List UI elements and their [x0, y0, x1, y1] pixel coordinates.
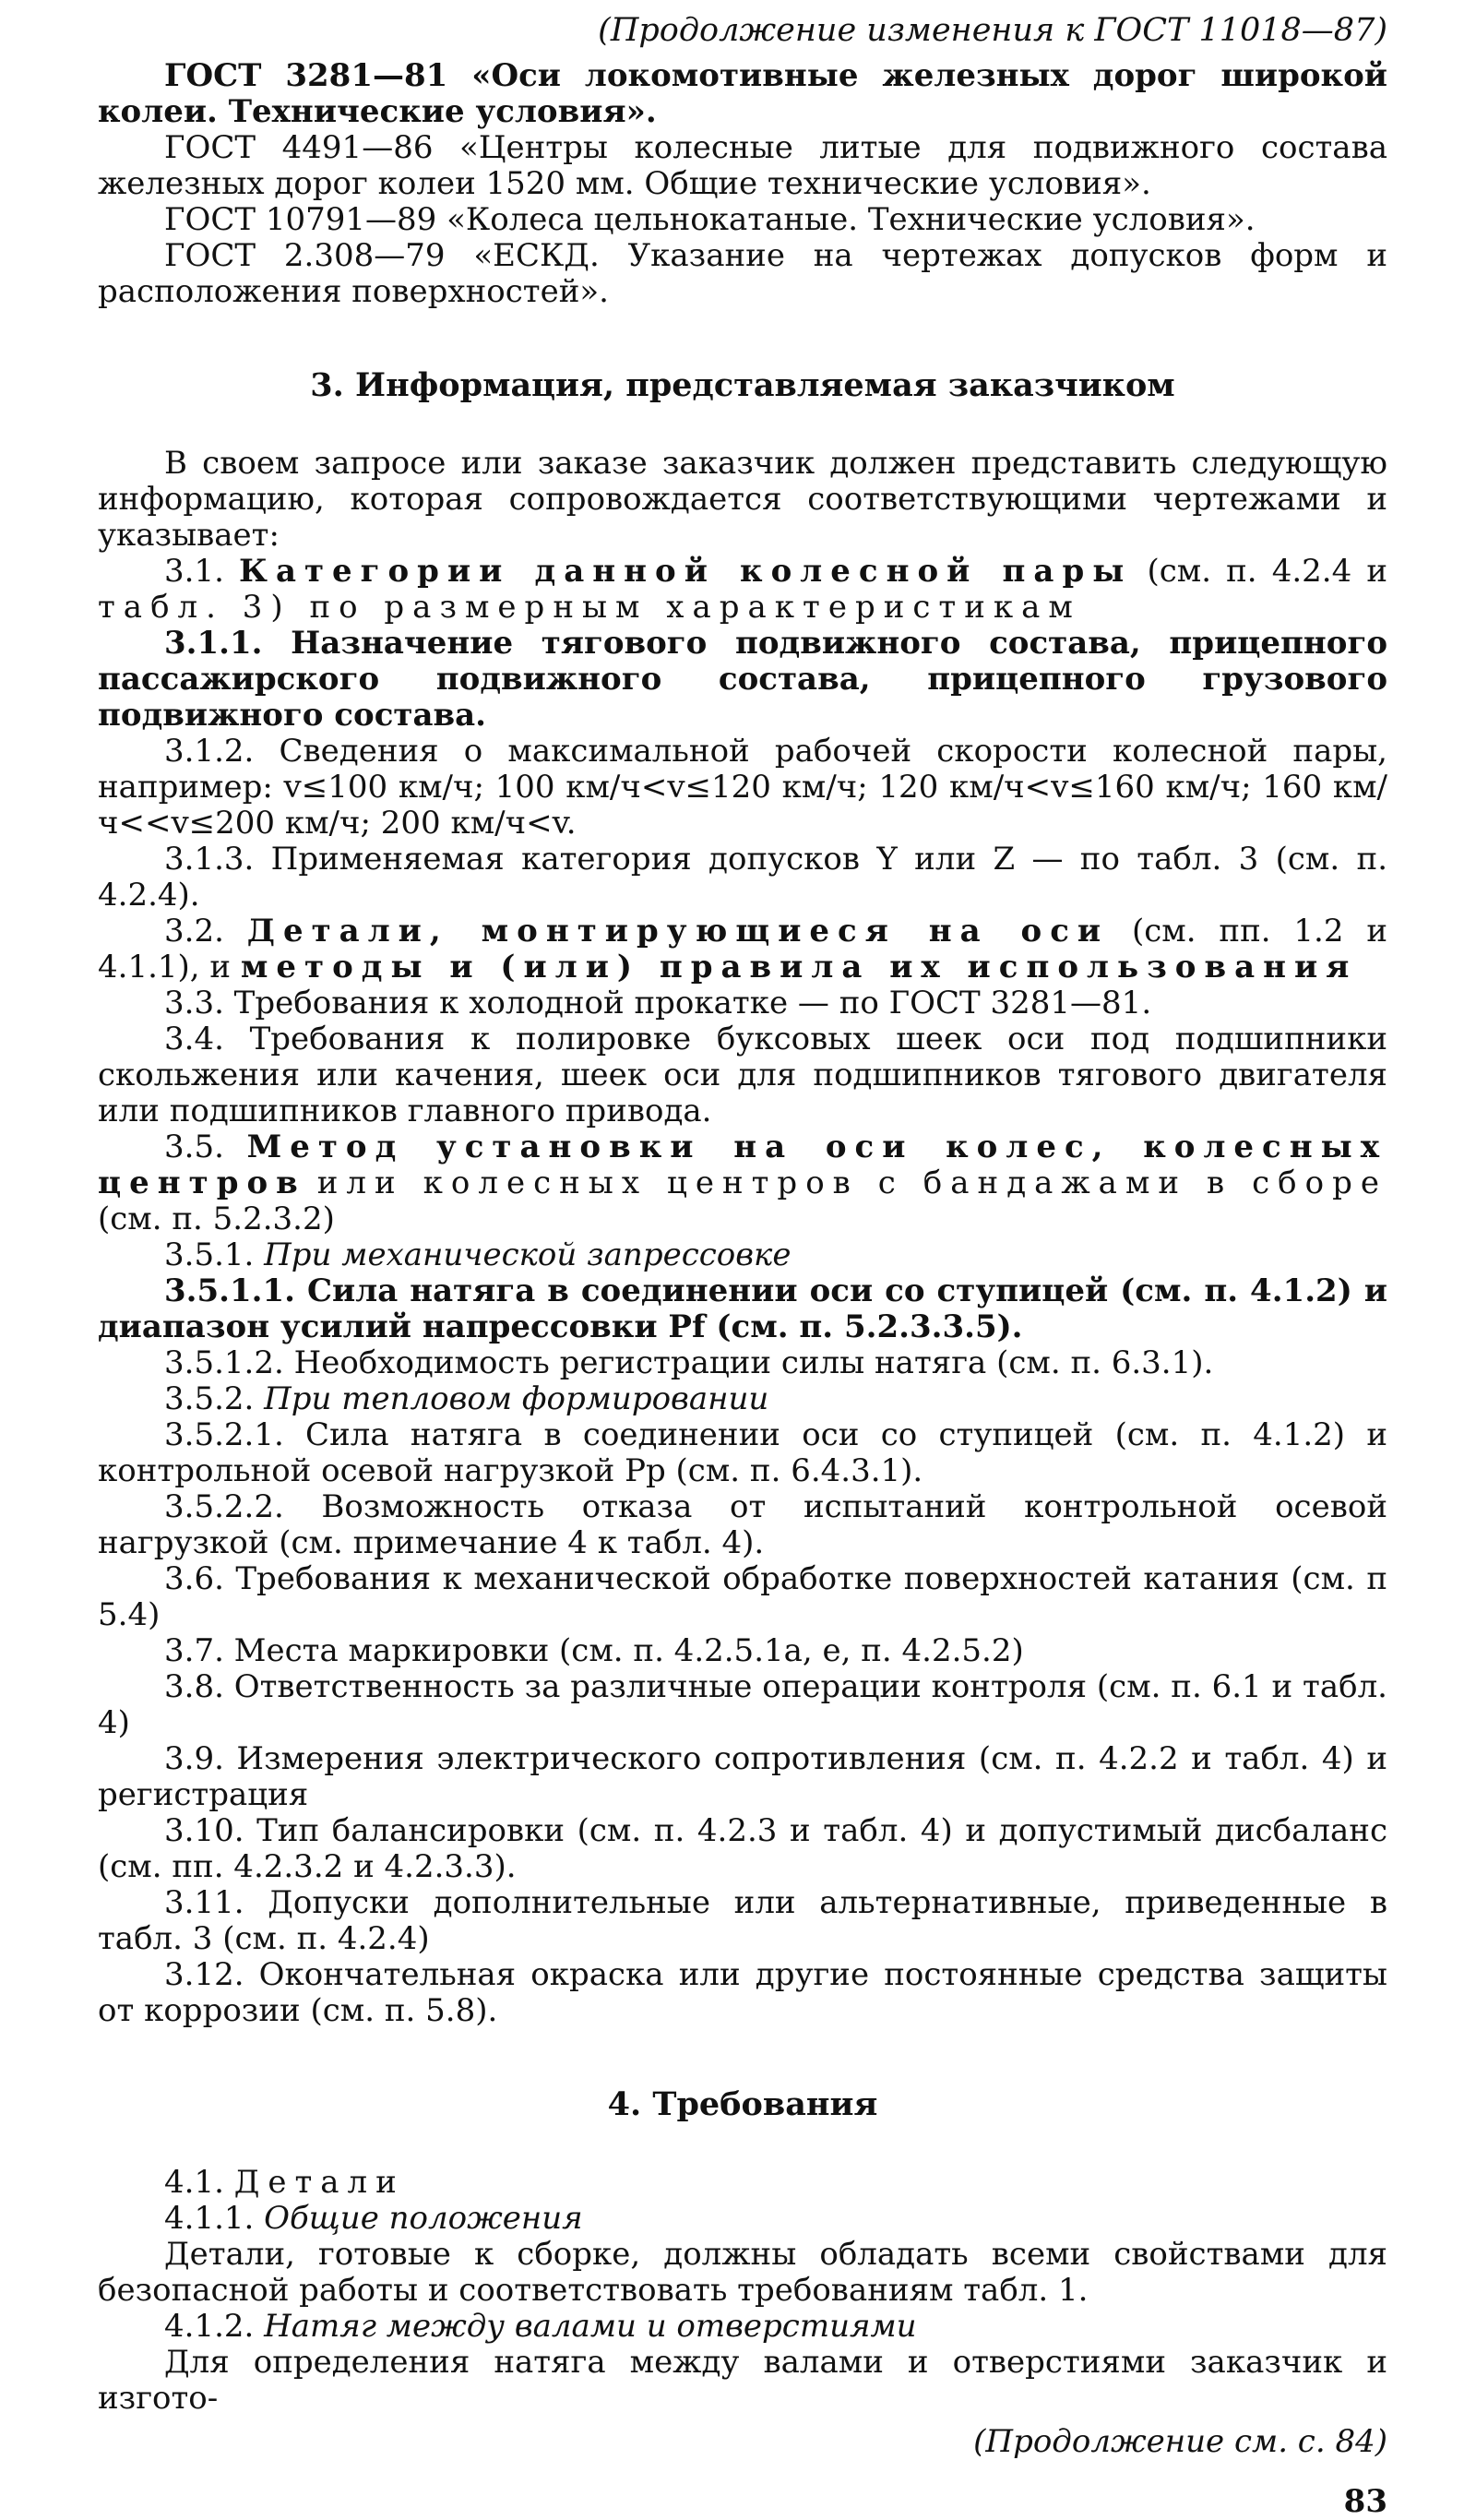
item-3-3: 3.3. Требования к холодной прокатке — по ГОСТ 3281—81. — [164, 985, 1152, 1021]
item-number: 3.5.1. — [164, 1236, 255, 1273]
reference-item: ГОСТ 10791—89 «Колеса цельнокатаные. Технические условия». — [164, 201, 1256, 238]
item-italic-title: При тепловом формировании — [264, 1380, 769, 1417]
item-spaced-title: Детали, монтирующиеся на оси — [246, 913, 1110, 949]
item-spaced-continuation: методы и (или) правила их использования — [240, 949, 1358, 985]
item-3-1-2: 3.1.2. Сведения о максимальной рабочей скорости колесной пары, например: v≤100 км/ч; 100 км/ч<v≤120 км/ч; 120 км/ч<v≤160 км/ч; 160 км/ч<<v≤200 км/ч; 200 км/ч<v. — [98, 733, 1387, 842]
item-number: 4.1. — [164, 2164, 224, 2201]
item-3-5-1-2: 3.5.1.2. Необходимость регистрации силы натяга (см. п. 6.3.1). — [164, 1344, 1214, 1381]
section-3-body — [98, 446, 1387, 2029]
item-spaced-title: Метод установки на оси колес, колесных центров — [98, 1129, 1387, 1201]
item-spaced-title: Детали — [233, 2164, 405, 2201]
item-number: 3.2. — [164, 913, 224, 949]
reference-item: ГОСТ 2.308—79 «ЕСКД. Указание на чертежах допусков форм и расположения поверхностей». — [98, 237, 1387, 310]
item-3-6: 3.6. Требования к механической обработке поверхностей катания (см. п 5.4) — [98, 1560, 1387, 1633]
item-3-1 — [98, 554, 1387, 626]
item-3-5-2 — [98, 1381, 1387, 1417]
item-3-12: 3.12. Окончательная окраска или другие постоянные средства защиты от коррозии (см. п. 5.8). — [98, 1956, 1387, 2029]
footer-continuation-note: (Продолжение см. с. 84) — [973, 2423, 1387, 2460]
item-3-4: 3.4. Требования к полировке буксовых шеек оси под подшипники скольжения или качения, шеек оси для подшипников тягового двигателя или подшипников главного привода. — [98, 1021, 1387, 1129]
item-reference: (см. п. 5.2.3.2) — [98, 1200, 335, 1237]
header-continuation-note: (Продолжение изменения к ГОСТ 11018—87) — [598, 12, 1387, 49]
references-list — [98, 58, 1387, 310]
item-3-9: 3.9. Измерения электрического сопротивления (см. п. 4.2.2 и табл. 4) и регистрация — [98, 1740, 1387, 1813]
section-3-intro: В своем запросе или заказе заказчик должен представить следующую информацию, которая сопровождается соответствующими чертежами и указывает: — [98, 445, 1387, 554]
item-3-10: 3.10. Тип балансировки (см. п. 4.2.3 и табл. 4) и допустимый дисбаланс (см. пп. 4.2.3.2 и 4.2.3.3). — [98, 1812, 1387, 1885]
item-4-1 — [98, 2165, 1387, 2201]
item-italic-title: Натяг между валами и отверстиями — [264, 2308, 917, 2345]
document-page — [98, 13, 1387, 2520]
item-number: 3.1. — [164, 553, 224, 590]
item-spaced-title: Категории данной колесной пары — [239, 553, 1133, 590]
item-3-1-3: 3.1.3. Применяемая категория допусков Y или Z — по табл. 3 (см. п. 4.2.4). — [98, 841, 1387, 914]
item-number: 4.1.1. — [164, 2200, 255, 2237]
item-reference: (см. пп. 1.2 и 4.1.1), и — [98, 913, 1387, 985]
reference-item: ГОСТ 3281—81 «Оси локомотивные железных дорог широкой колеи. Технические условия». — [98, 57, 1387, 130]
item-3-5-2-2: 3.5.2.2. Возможность отказа от испытаний контрольной осевой нагрузкой (см. примечание 4 к табл. 4). — [98, 1488, 1387, 1561]
item-3-8: 3.8. Ответственность за различные операции контроля (см. п. 6.1 и табл. 4) — [98, 1668, 1387, 1741]
item-3-11: 3.11. Допуски дополнительные или альтернативные, приведенные в табл. 3 (см. п. 4.2.4) — [98, 1884, 1387, 1957]
item-3-1-1: 3.1.1. Назначение тягового подвижного состава, прицепного пассажирского подвижного состава, прицепного грузового подвижного состава. — [98, 625, 1387, 734]
item-number: 3.5. — [164, 1129, 224, 1165]
item-4-1-1 — [98, 2201, 1387, 2237]
item-4-1-1-text: Детали, готовые к сборке, должны обладать всеми свойствами для безопасной работы и соответствовать требованиям табл. 1. — [98, 2236, 1387, 2309]
item-3-5-1-1: 3.5.1.1. Сила натяга в соединении оси со ступицей (см. п. 4.1.2) и диапазон усилий напрессовки Pf (см. п. 5.2.3.3.5). — [98, 1272, 1387, 1345]
item-4-1-2 — [98, 2309, 1387, 2345]
item-spaced-continuation: или колесных центров с бандажами в сборе — [316, 1164, 1387, 1201]
section-4-title: 4. Требования — [607, 2085, 878, 2123]
item-3-5-2-1: 3.5.2.1. Сила натяга в соединении оси со ступицей (см. п. 4.1.2) и контрольной осевой нагрузкой Pp (см. п. 6.4.3.1). — [98, 1416, 1387, 1489]
item-italic-title: Общие положения — [264, 2200, 583, 2237]
item-3-5-1 — [98, 1237, 1387, 1273]
item-3-5 — [98, 1129, 1387, 1237]
item-4-1-2-text: Для определения натяга между валами и отверстиями заказчик и изгото- — [98, 2344, 1387, 2417]
item-spaced-continuation: табл. 3) по размерным характеристикам — [98, 589, 1081, 626]
reference-item: ГОСТ 4491—86 «Центры колесные литые для подвижного состава железных дорог колеи 1520 мм. Общие технические условия». — [98, 129, 1387, 202]
item-3-2 — [98, 914, 1387, 985]
page-number: 83 — [1343, 2483, 1387, 2520]
section-4-body — [98, 2165, 1387, 2417]
item-italic-title: При механической запрессовке — [264, 1236, 792, 1273]
item-reference: (см. п. 4.2.4 и — [1147, 553, 1388, 590]
item-3-7: 3.7. Места маркировки (см. п. 4.2.5.1а, е, п. 4.2.5.2) — [164, 1632, 1024, 1669]
item-number: 4.1.2. — [164, 2308, 255, 2345]
section-3-title: 3. Информация, представляемая заказчиком — [310, 366, 1175, 404]
item-number: 3.5.2. — [164, 1380, 255, 1417]
